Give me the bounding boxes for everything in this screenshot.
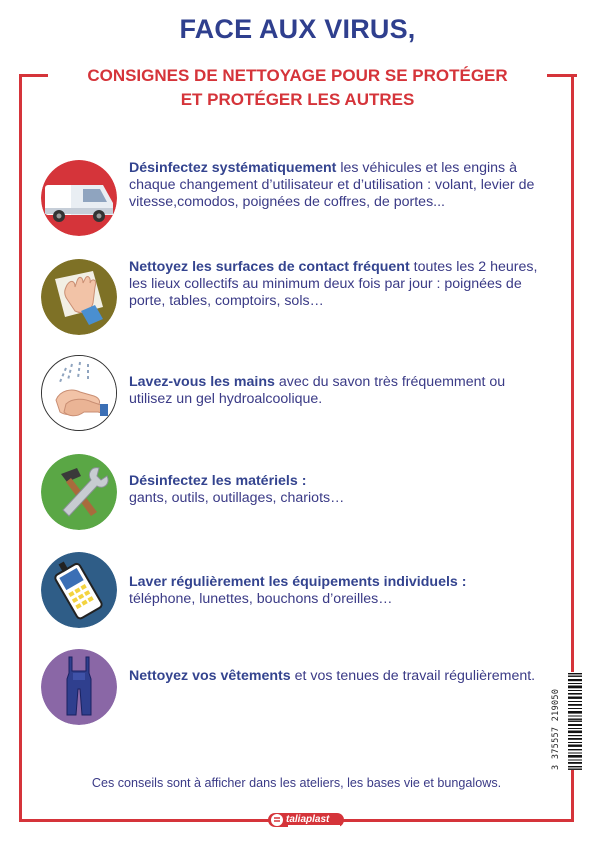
red-frame-top-right: [547, 74, 577, 77]
overalls-icon: [41, 649, 117, 725]
instruction-bold: Nettoyez vos vêtements: [129, 668, 291, 684]
subtitle-line-1: CONSIGNES DE NETTOYAGE POUR SE PROTÉGER: [87, 66, 508, 85]
wiping-cloth-hand-icon: [41, 259, 117, 335]
instruction-item-surfaces: [41, 259, 541, 339]
instruction-text-vehicles: [129, 160, 549, 211]
logo-text: taliaplast: [286, 814, 330, 825]
instruction-body: et vos tenues de travail régulièrement.: [290, 668, 536, 684]
washing-hands-icon: [41, 355, 117, 431]
page-title: FACE AUX VIRUS,: [179, 14, 416, 44]
instruction-body: les véhicules et les engins à chaque changement d’utilisateur et d’utilisation : volant, levier de vitesse,comodos, poignées de coffres, de portes...: [129, 160, 535, 210]
instruction-text-clothes: [129, 668, 549, 685]
instruction-item-vehicles: [41, 160, 541, 240]
instruction-text-surfaces: [129, 259, 549, 310]
instruction-text-equipment: [129, 574, 549, 608]
instruction-bold: Désinfectez les matériels :: [129, 473, 307, 489]
instruction-body: avec du savon très fréquemment ou utilisez un gel hydroalcoolique.: [129, 374, 506, 407]
instruction-item-hands: [41, 355, 541, 435]
instruction-body: toutes les 2 heures, les lieux collectifs au minimum deux fois par jour : poignées de porte, tables, comptoirs, sols…: [129, 259, 538, 309]
instruction-item-clothes: [41, 649, 541, 729]
subtitle: [48, 64, 547, 112]
instruction-bold: Lavez-vous les mains: [129, 374, 275, 390]
instruction-text-hands: [129, 374, 549, 408]
subtitle-line-2: ET PROTÉGER LES AUTRES: [180, 90, 415, 109]
red-frame-top-left: [19, 74, 48, 77]
instruction-item-equipment: [41, 552, 541, 632]
instruction-bold: Désinfectez systématiquement: [129, 160, 337, 176]
barcode-digits: 3 375557 219050: [551, 688, 561, 770]
instruction-bold: Nettoyez les surfaces de contact fréquent: [129, 259, 410, 275]
van-icon: [41, 160, 117, 236]
instruction-body: téléphone, lunettes, bouchons d’oreilles…: [129, 591, 393, 607]
taliaplast-logo: [268, 811, 344, 831]
instruction-text-tools: [129, 473, 549, 507]
instruction-body: gants, outils, outillages, chariots…: [129, 490, 345, 506]
footer-note: Ces conseils sont à afficher dans les ateliers, les bases vie et bungalows.: [91, 776, 502, 790]
instruction-bold: Laver régulièrement les équipements individuels :: [129, 574, 467, 590]
hammer-wrench-icon: [41, 454, 117, 530]
instruction-item-tools: [41, 454, 541, 534]
phone-icon: [41, 552, 117, 628]
